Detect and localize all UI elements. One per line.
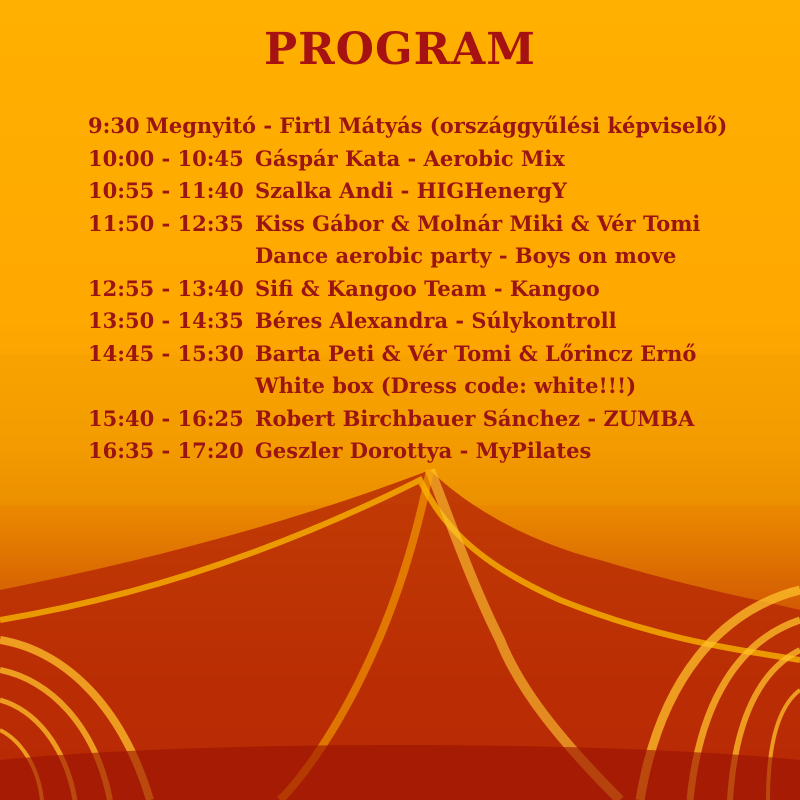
schedule-row — [88, 110, 788, 143]
schedule-line: Geszler Dorottya - MyPilates — [255, 438, 592, 463]
schedule-line: Szalka Andi - HIGHenergY — [255, 178, 567, 203]
schedule-time: 16:35 - 17:20 — [88, 438, 244, 463]
schedule-description — [255, 208, 700, 273]
schedule-row — [88, 403, 788, 436]
schedule-line: Sifi & Kangoo Team - Kangoo — [255, 275, 600, 301]
page-title: PROGRAM — [264, 24, 536, 75]
schedule-line: Gáspár Kata - Aerobic Mix — [255, 145, 565, 171]
schedule-row — [88, 338, 788, 403]
schedule-line: Barta Peti & Vér Tomi & Lőrincz Ernő — [255, 340, 697, 366]
schedule-row — [88, 208, 788, 273]
schedule-time: 14:45 - 15:30 — [88, 340, 244, 366]
schedule-line: Robert Birchbauer Sánchez - ZUMBA — [255, 405, 695, 431]
schedule-description — [255, 435, 591, 468]
schedule-line: Béres Alexandra - Súlykontroll — [255, 308, 617, 333]
schedule-time: 9:30 — [88, 113, 140, 138]
schedule-description — [146, 110, 728, 143]
schedule-description — [255, 143, 565, 176]
schedule-description — [255, 403, 694, 436]
schedule-line: White box (Dress code: white!!!) — [255, 373, 637, 398]
schedule-time: 11:50 - 12:35 — [88, 210, 244, 236]
schedule-description — [255, 175, 567, 208]
schedule-row — [88, 175, 788, 208]
schedule-time: 10:00 - 10:45 — [88, 145, 244, 171]
schedule-list — [88, 110, 788, 468]
schedule-description — [255, 305, 617, 338]
schedule-row — [88, 305, 788, 338]
schedule-line: Dance aerobic party - Boys on move — [255, 243, 677, 268]
schedule-time: 10:55 - 11:40 — [88, 178, 244, 203]
schedule-line: Megnyitó - Firtl Mátyás (országgyűlési képviselő) — [145, 113, 728, 138]
schedule-description — [255, 273, 600, 306]
schedule-time: 13:50 - 14:35 — [88, 308, 244, 333]
schedule-description — [255, 338, 696, 403]
schedule-time: 15:40 - 16:25 — [88, 405, 244, 431]
schedule-row — [88, 435, 788, 468]
schedule-row — [88, 143, 788, 176]
schedule-time: 12:55 - 13:40 — [88, 275, 244, 301]
schedule-line: Kiss Gábor & Molnár Miki & Vér Tomi — [255, 210, 701, 236]
schedule-row — [88, 273, 788, 306]
